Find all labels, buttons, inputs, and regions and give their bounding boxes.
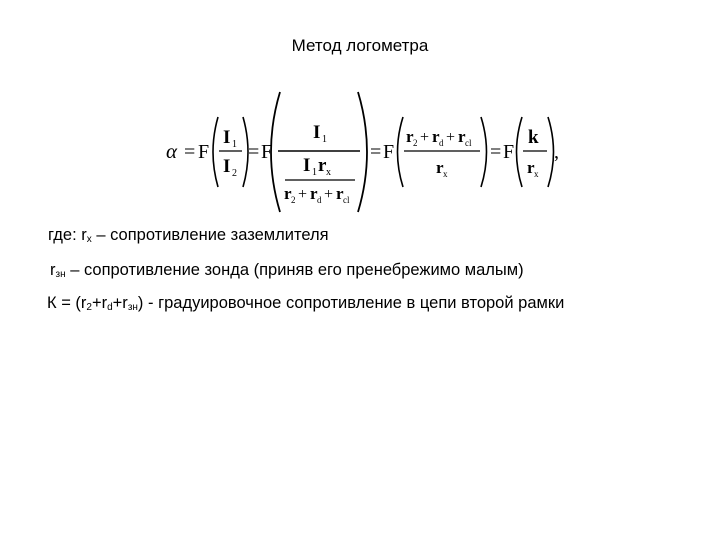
equals-sign: = (184, 141, 196, 163)
plus-sign: + (298, 186, 308, 203)
rd-term: r (432, 127, 440, 146)
denominator-i: I (223, 156, 231, 177)
func-f: F (261, 141, 273, 163)
plus-sign: + (446, 129, 456, 146)
definition-k-text: ) - градуировочное сопротивление в цепи второй рамки (137, 294, 565, 312)
plus-sign: + (420, 129, 430, 146)
plus-sign: + (324, 186, 334, 203)
left-paren (517, 117, 523, 187)
func-f: F (198, 141, 210, 163)
alpha-symbol: α (166, 139, 178, 163)
r2-sub: 2 (413, 138, 418, 148)
numerator-sub: 1 (322, 134, 327, 145)
slide-title: Метод логометра (291, 36, 429, 55)
definition-k-c: +r (112, 294, 128, 312)
r2-term: r (406, 127, 414, 146)
rcl-term: r (336, 184, 344, 203)
func-f: F (503, 141, 515, 163)
r2-sub: 2 (291, 195, 296, 205)
rd-term: r (310, 184, 318, 203)
definition-rzn-text: – сопротивление зонда (приняв его пренебрежимо малым) (65, 261, 524, 279)
definition-k-b: +r (91, 294, 108, 312)
left-paren (271, 92, 280, 212)
equals-sign: = (370, 141, 382, 163)
numerator-i: I (223, 127, 231, 148)
numerator-i: I (313, 122, 321, 143)
equals-sign: = (490, 141, 502, 163)
definition-rx-prefix: где: r (48, 226, 87, 244)
inner-r-sub: x (326, 167, 331, 178)
definition-k-sub1: 2 (86, 302, 92, 313)
inner-i-sub: 1 (312, 167, 317, 178)
equals-sign: = (248, 141, 260, 163)
formula-comma: , (554, 141, 559, 163)
definition-rzn-symbol: r (50, 261, 56, 279)
left-paren (398, 117, 404, 187)
rcl-term: r (458, 127, 466, 146)
func-f: F (383, 141, 395, 163)
right-paren (548, 117, 554, 187)
numerator-sub: 1 (232, 139, 237, 150)
rx-sub: x (443, 169, 448, 179)
right-paren (358, 92, 367, 212)
definition-rzn (50, 261, 524, 280)
logometer-formula (0, 0, 720, 220)
right-paren (481, 117, 487, 187)
rx-term: r (436, 158, 444, 177)
inner-r: r (318, 155, 327, 176)
inner-i: I (303, 155, 311, 176)
definition-rzn-sub: зн (55, 269, 66, 280)
definition-rx-sub: x (86, 234, 92, 245)
left-paren (213, 117, 218, 187)
k-term: k (528, 127, 539, 148)
definition-k-a: К = (r (47, 294, 87, 312)
definition-rx (48, 226, 329, 245)
definition-k-sub2: d (107, 302, 113, 313)
rd-sub: d (439, 138, 444, 148)
r2-term: r (284, 184, 292, 203)
definition-rx-text: – сопротивление заземлителя (91, 226, 329, 244)
rx-sub: x (534, 169, 539, 179)
definition-k-sub3: зн (127, 302, 138, 313)
rcl-sub: cl (343, 195, 350, 205)
rx-term: r (527, 158, 535, 177)
definition-k (47, 294, 564, 313)
denominator-sub: 2 (232, 168, 237, 179)
rcl-sub: cl (465, 138, 472, 148)
rd-sub: d (317, 195, 322, 205)
